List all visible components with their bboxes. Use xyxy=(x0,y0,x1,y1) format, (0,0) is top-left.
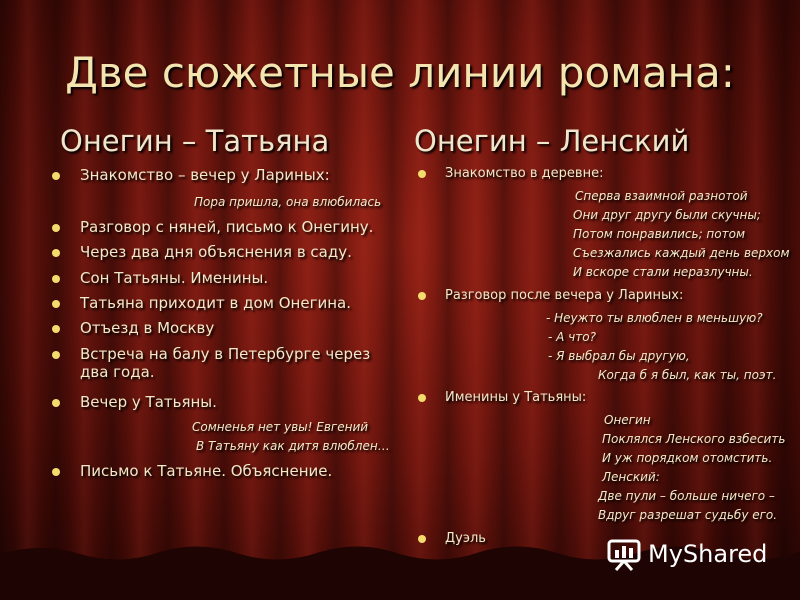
bullet-icon xyxy=(52,275,60,283)
quote-line: Ленский: xyxy=(602,470,660,484)
list-item xyxy=(418,166,603,182)
right-column-heading: Онегин – Ленский xyxy=(414,124,690,158)
bullet-icon xyxy=(418,170,426,178)
quote-line: И уж порядком отомстить. xyxy=(602,451,773,465)
list-item-text: Знакомство в деревне: xyxy=(445,166,604,181)
list-item xyxy=(52,393,217,411)
bullet-icon xyxy=(52,325,60,333)
list-item-text: Через два дня объяснения в саду. xyxy=(80,243,352,261)
quote-line: Когда б я был, как ты, поэт. xyxy=(598,368,777,382)
logo-text: MyShared xyxy=(648,540,768,568)
list-item-text: Дуэль xyxy=(445,531,486,546)
quote-line: Вдруг разрешат судьбу его. xyxy=(598,508,778,522)
list-item-text: Разговор после вечера у Лариных: xyxy=(445,288,684,303)
list-item-text: Сон Татьяны. Именины. xyxy=(80,269,269,287)
list-item xyxy=(52,319,214,337)
bullet-icon xyxy=(52,224,60,232)
list-item xyxy=(418,531,486,547)
quote-line: В Татьяну как дитя влюблен… xyxy=(196,439,390,453)
quote-line: И вскоре стали неразлучны. xyxy=(573,265,753,279)
list-item xyxy=(52,345,370,381)
quote-line: Онегин xyxy=(604,413,651,427)
bullet-icon xyxy=(52,300,60,308)
slide-title: Две сюжетные линии романа: xyxy=(65,48,735,97)
bullet-icon xyxy=(418,292,426,300)
quote-line: Пора пришла, она влюбилась xyxy=(194,195,382,209)
quote-line: Сперва взаимной разнотой xyxy=(575,189,748,203)
list-item-text: Вечер у Татьяны. xyxy=(80,393,217,411)
quote-line: - Неужто ты влюблен в меньшую? xyxy=(546,311,763,325)
list-item-text: Отъезд в Москву xyxy=(80,319,215,337)
bullet-icon xyxy=(418,394,426,402)
bullet-icon xyxy=(52,172,60,180)
list-item-text: Знакомство – вечер у Лариных: xyxy=(80,166,330,184)
list-item-text: Именины у Татьяны: xyxy=(445,390,587,405)
list-item xyxy=(52,269,268,287)
presentation-board-icon xyxy=(606,536,642,572)
list-item xyxy=(418,288,683,304)
quote-line: Они друг другу были скучны; xyxy=(573,208,761,222)
myshared-watermark xyxy=(606,536,767,572)
bullet-icon xyxy=(52,351,60,359)
list-item xyxy=(52,243,352,261)
bullet-icon xyxy=(52,399,60,407)
left-column-heading: Онегин – Татьяна xyxy=(60,124,330,158)
quote-line: Поклялся Ленского взбесить xyxy=(602,432,786,446)
list-item xyxy=(52,294,351,312)
quote-line: Потом понравились; потом xyxy=(573,227,746,241)
list-item xyxy=(52,218,373,236)
list-item xyxy=(52,462,332,480)
list-item xyxy=(418,390,586,406)
list-item-text-continued: два года. xyxy=(80,363,155,381)
quote-line: Сомненья нет увы! Евгений xyxy=(192,420,369,434)
list-item-text: Разговор с няней, письмо к Онегину. xyxy=(80,218,374,236)
bullet-icon xyxy=(418,535,426,543)
bullet-icon xyxy=(52,249,60,257)
list-item-text: Письмо к Татьяне. Объяснение. xyxy=(80,462,333,480)
list-item xyxy=(52,166,330,184)
quote-line: - А что? xyxy=(548,330,596,344)
quote-line: Две пули – больше ничего – xyxy=(598,489,775,503)
list-item-text: Татьяна приходит в дом Онегина. xyxy=(80,294,351,312)
list-item-text: Встреча на балу в Петербурге через xyxy=(80,345,371,363)
quote-line: - Я выбрал бы другую, xyxy=(548,349,690,363)
quote-line: Съезжались каждый день верхом xyxy=(573,246,790,260)
bullet-icon xyxy=(52,468,60,476)
